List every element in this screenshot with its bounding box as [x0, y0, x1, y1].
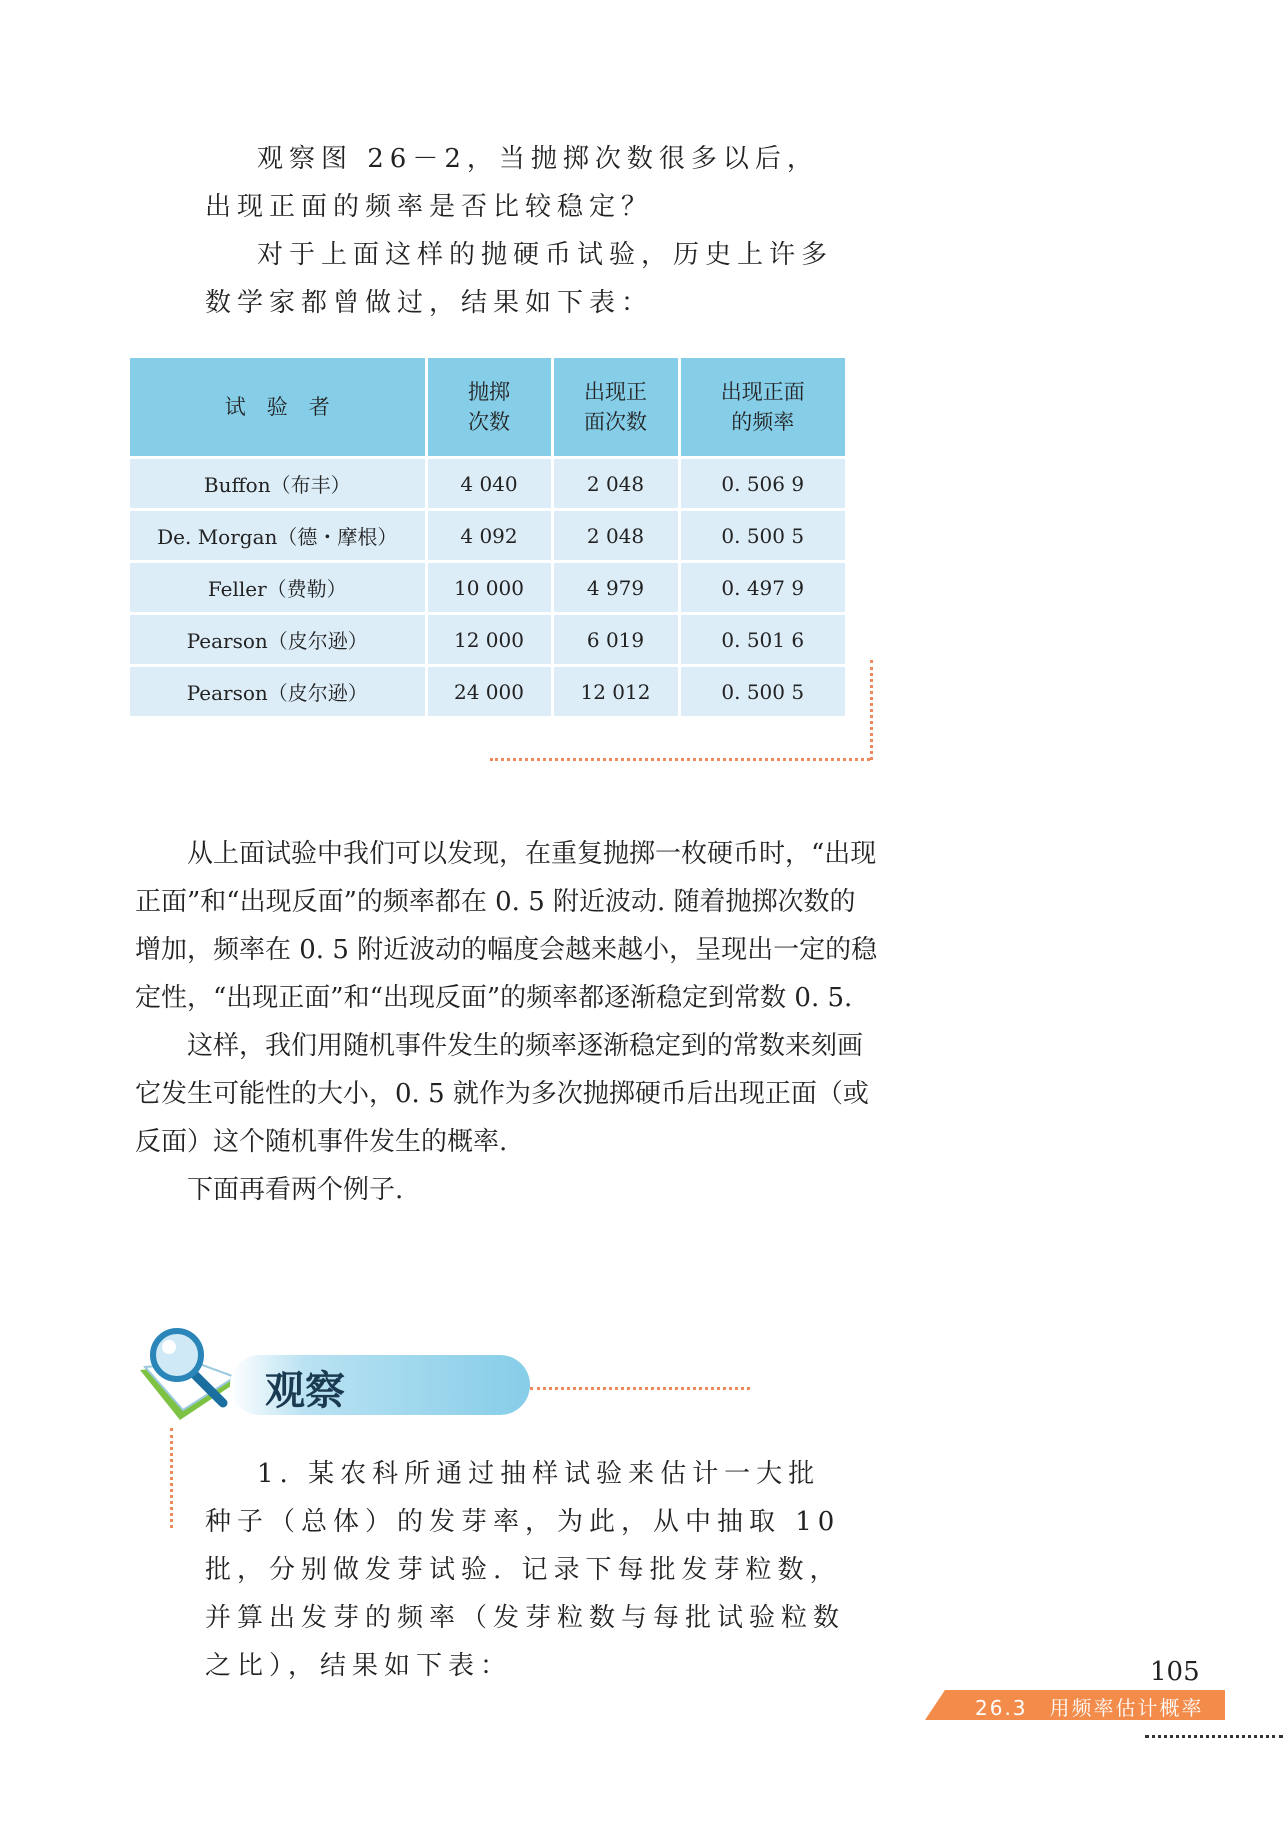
- table-row: [130, 614, 845, 666]
- frequency-cell: 0. 500 5: [679, 510, 845, 562]
- decorative-dotted-line: [870, 660, 873, 760]
- frequency-cell: 0. 506 9: [679, 458, 845, 510]
- experimenter-cell: Pearson（皮尔逊）: [130, 666, 426, 717]
- body-paragraph-2: 这样，我们用随机事件发生的频率逐渐稳定到的常数来刻画它发生可能性的大小，0. 5 就作为多次抛掷硬币后出现正面（或反面）这个随机事件发生的概率.: [135, 1031, 869, 1157]
- frequency-cell: 0. 500 5: [679, 666, 845, 717]
- frequency-cell: 0. 497 9: [679, 562, 845, 614]
- header-experimenter: 试 验 者: [130, 358, 426, 458]
- observe-title: 观察: [265, 1368, 345, 1414]
- decorative-dotted-line: [490, 758, 870, 761]
- tosses-cell: 24 000: [426, 666, 552, 717]
- body-text: [135, 830, 880, 1214]
- experimenter-cell: Pearson（皮尔逊）: [130, 614, 426, 666]
- table-row: [130, 458, 845, 510]
- page-number: 105: [1150, 1657, 1200, 1687]
- intro-text: [205, 135, 845, 327]
- tosses-cell: 10 000: [426, 562, 552, 614]
- heads-cell: 12 012: [552, 666, 679, 717]
- header-frequency: 出现正面 的频率: [679, 358, 845, 458]
- tosses-cell: 12 000: [426, 614, 552, 666]
- header-heads: 出现正 面次数: [552, 358, 679, 458]
- observe-text: [205, 1450, 845, 1690]
- heads-cell: 2 048: [552, 458, 679, 510]
- magnifier-book-icon: [135, 1325, 245, 1425]
- experimenter-cell: Feller（费勒）: [130, 562, 426, 614]
- tosses-cell: 4 092: [426, 510, 552, 562]
- intro-paragraph-2: 对于上面这样的抛硬币试验，历史上许多数学家都曾做过，结果如下表：: [205, 240, 834, 318]
- coin-toss-table: [130, 358, 845, 716]
- experimenter-cell: Buffon（布丰）: [130, 458, 426, 510]
- decorative-dotted-line: [530, 1387, 750, 1390]
- table-row: [130, 666, 845, 717]
- intro-paragraph-1: 观察图 26－2，当抛掷次数很多以后，出现正面的频率是否比较稳定？: [205, 144, 819, 222]
- observe-paragraph-1: 1. 某农科所通过抽样试验来估计一大批种子（总体）的发芽率，为此，从中抽取 10 批，分别做发芽试验. 记录下每批发芽粒数，并算出发芽的频率（发芽粒数与每批试验粒数之比），结果如下表：: [205, 1459, 846, 1681]
- heads-cell: 6 019: [552, 614, 679, 666]
- body-paragraph-1: 从上面试验中我们可以发现，在重复抛掷一枚硬币时，“出现正面”和“出现反面”的频率都在 0. 5 附近波动. 随着抛掷次数的增加，频率在 0. 5 附近波动的幅度会越来越小，呈现出一定的稳定性，“出现正面”和“出现反面”的频率都逐渐稳定到常数 0. 5.: [135, 839, 878, 1013]
- tosses-cell: 4 040: [426, 458, 552, 510]
- table-row: [130, 562, 845, 614]
- decorative-dotted-line: [1145, 1735, 1283, 1738]
- decorative-dotted-line: [170, 1428, 173, 1528]
- table-row: [130, 510, 845, 562]
- observe-heading: [135, 1325, 615, 1425]
- body-paragraph-3: 下面再看两个例子.: [187, 1175, 404, 1205]
- header-tosses: 抛掷 次数: [426, 358, 552, 458]
- frequency-cell: 0. 501 6: [679, 614, 845, 666]
- experimenter-cell: De. Morgan（德・摩根）: [130, 510, 426, 562]
- section-title: 26.3 用频率估计概率: [975, 1696, 1204, 1720]
- heads-cell: 2 048: [552, 510, 679, 562]
- heads-cell: 4 979: [552, 562, 679, 614]
